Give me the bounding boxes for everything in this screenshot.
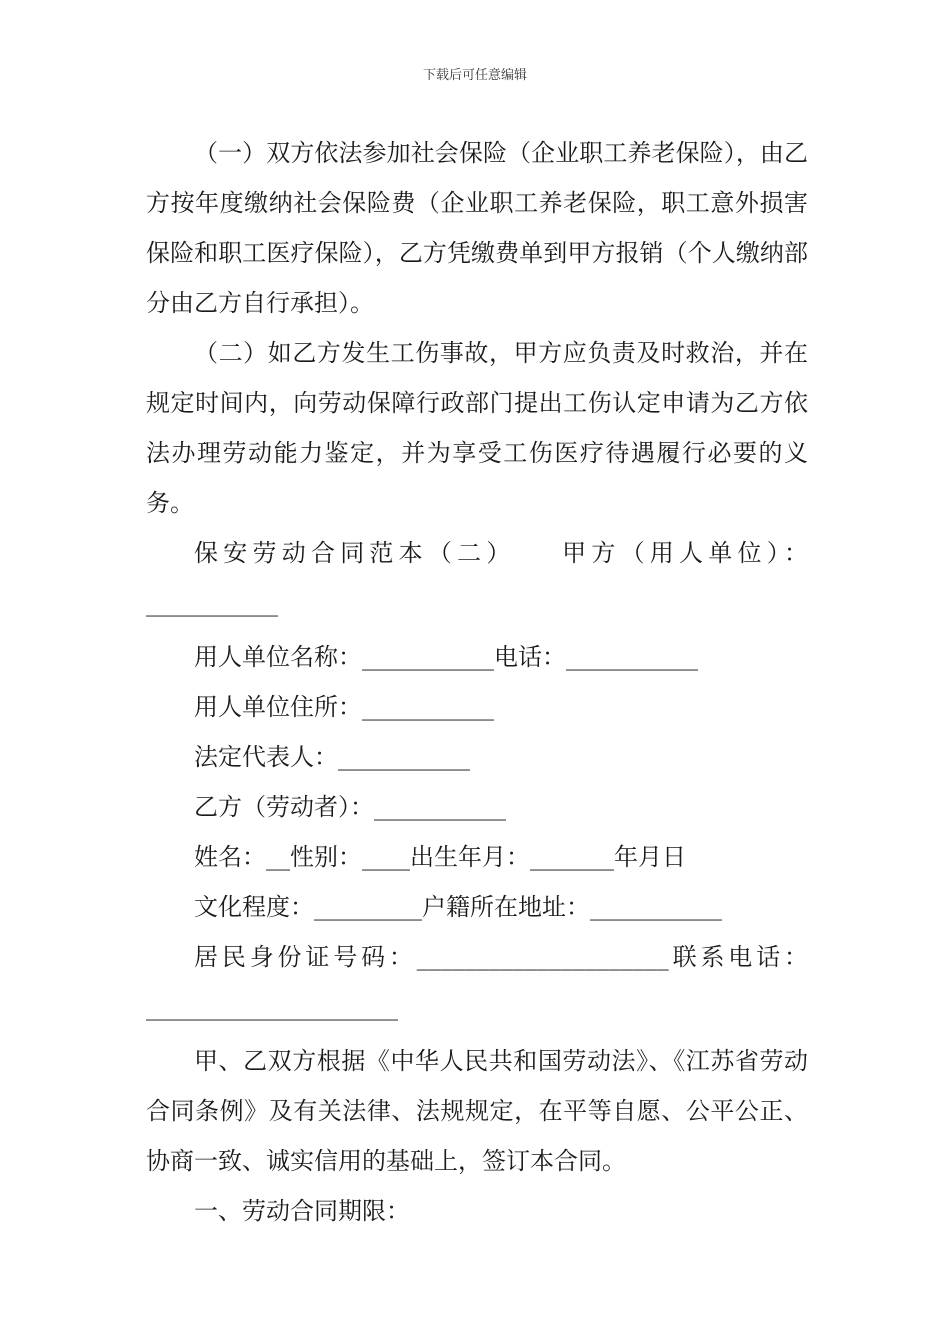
field-employer-name-phone: 用人单位名称：___________电话：___________ — [194, 643, 698, 671]
paragraph-work-injury: （二）如乙方发生工伤事故，甲方应负责及时救治，并在规定时间内，向劳动保障行政部门提出工伤认定申请为乙方依法办理劳动能力鉴定，并为享受工伤医疗待遇履行必要的义务。 — [146, 339, 808, 517]
field-legal-representative: 法定代表人：___________ — [194, 743, 470, 771]
page-header: 下载后可任意编辑 — [422, 68, 527, 83]
field-id-number-phone: 居民身份证号码：_____________________联系电话：_____________________ — [146, 943, 808, 1021]
field-employee: 乙方（劳动者）：___________ — [194, 793, 506, 821]
field-education-household: 文化程度：_________户籍所在地址：___________ — [194, 893, 722, 921]
paragraph-contract-title: 保安劳动合同范本（二） 甲方（用人单位）：___________ — [146, 539, 808, 617]
section-heading-contract-term: 一、劳动合同期限： — [194, 1197, 410, 1225]
field-name-gender-birth: 姓名：__性别：____出生年月：_______年月日 — [194, 843, 686, 871]
document-body — [146, 128, 808, 1236]
field-employer-address: 用人单位住所：___________ — [194, 693, 494, 721]
paragraph-legal-basis: 甲、乙双方根据《中华人民共和国劳动法》、《江苏省劳动合同条例》及有关法律、法规规定，在平等自愿、公平公正、协商一致、诚实信用的基础上，签订本合同。 — [146, 1047, 808, 1175]
paragraph-social-insurance: （一）双方依法参加社会保险（企业职工养老保险），由乙方按年度缴纳社会保险费（企业职工养老保险，职工意外损害保险和职工医疗保险），乙方凭缴费单到甲方报销（个人缴纳部分由乙方自行承担）。 — [146, 139, 808, 317]
